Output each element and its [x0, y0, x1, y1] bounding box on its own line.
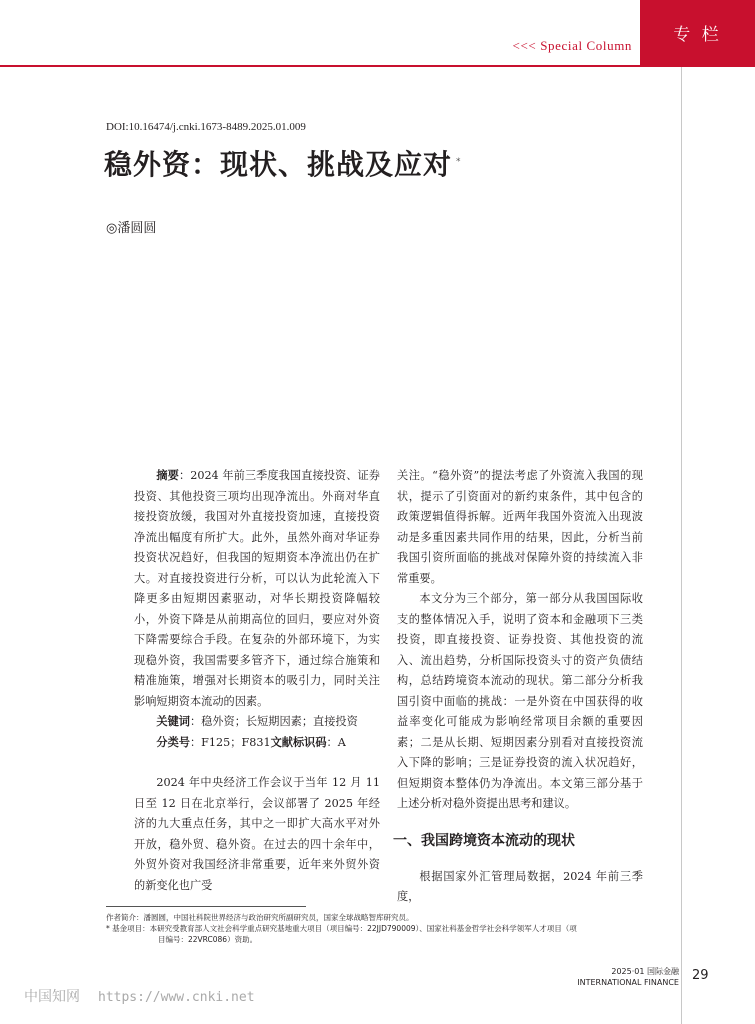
class-value: ：F125；F831 [189, 735, 271, 749]
funding-marker: * [456, 156, 462, 167]
keywords [134, 712, 380, 733]
section-heading: 一、我国跨境资本流动的现状 [393, 832, 575, 849]
author-note: 作者简介：潘圆圆，中国社科院世界经济与政治研究所副研究员，国家全球战略智库研究员。 [106, 913, 414, 922]
doc-code-value: ：A [326, 735, 346, 749]
cnki-logo: 中国知网 [24, 989, 80, 1005]
abstract [134, 466, 380, 712]
body-paragraph: 2024 年中央经济工作会议于当年 12 月 11 日至 12 日在北京举行，会议部署了 2025 年经济的九大重点任务，其中之一即扩大高水平对外开放，稳外贸、稳外资。在过去的四十余年中，外贸外资对我国经济非常重要，近年来外贸外资的新变化也广受 [134, 776, 380, 892]
article-title-text: 稳外资：现状、挑战及应对 [104, 148, 453, 181]
doc-code-label: 文献标识码 [270, 735, 327, 749]
article-title [104, 143, 462, 183]
issue-label: 2025·01 国际金融 [611, 967, 679, 976]
journal-name-en: INTERNATIONAL FINANCE [577, 978, 679, 987]
left-column [134, 466, 380, 896]
classification [134, 733, 380, 754]
special-column-label: <<< Special Column [512, 38, 632, 53]
body-paragraph: 根据国家外汇管理局数据，2024 年前三季度， [397, 869, 643, 903]
cnki-url: https://www.cnki.net [98, 990, 255, 1005]
journal-issue [577, 966, 679, 988]
author-name: ◎潘圆圆 [106, 221, 157, 236]
abstract-text: ：2024 年前三季度我国直接投资、证券投资、其他投资三项均出现净流出。外商对华直接投资放缓，我国对外直接投资加速，直接投资净流出幅度有所扩大。此外，虽然外商对华证券投资状况趋好，但我国的短期资本净流出仍在扩大。对直接投资进行分析，可以认为此轮流入下降更多由短期因素驱动，对华长期投资降幅较小，外资下降是从前期高位的回归，要应对外资下降需要综合手段。在复杂的外部环境下，为实现稳外资，我国需要多管齐下，通过综合施策和精准施策，增强对长期资本的吸引力，同时关注影响短期资本流动的因素。 [134, 469, 380, 708]
keywords-text: ：稳外资；长短期因素；直接投资 [189, 715, 358, 728]
column-label-cn: 专 栏 [673, 25, 722, 45]
margin-rule [681, 67, 682, 1024]
right-column [393, 466, 643, 908]
page-number: 29 [692, 968, 709, 983]
header-rule [0, 65, 755, 67]
fund-note: * 基金项目：本研究受教育部人文社会科学重点研究基地重大项目（项目编号：22JJD790009）、国家社科基金哲学社会科学领军人才项目（项 [106, 924, 577, 933]
column-tab [640, 0, 755, 65]
cnki-watermark [24, 986, 255, 1006]
keywords-label: 关键词 [156, 715, 190, 728]
abstract-label: 摘要 [156, 469, 179, 482]
body-paragraph: 本文分为三个部分，第一部分从我国国际收支的整体情况入手，说明了资本和金融项下三类投资，即直接投资、证券投资、其他投资的流入、流出趋势，分析国际投资头寸的资产负债结构，总结跨境资本流动的现状。第二部分分析我国引资中面临的挑战：一是外资在中国获得的收益率变化可能成为影响经常项目余额的重要因素；二是从长期、短期因素分别看对直接投资流入下降的影响；三是证券投资的流入状况趋好，但短期资本整体仍为净流出。本文第三部分基于上述分析对稳外资提出思考和建议。 [397, 592, 643, 810]
footnote-rule [106, 906, 306, 907]
body-paragraph-continued: 关注。“稳外资”的提法考虑了外资流入我国的现状，提示了引资面对的新约束条件，其中包含的政策逻辑值得拆解。近两年我国外资流入出现波动是多重因素共同作用的结果，因此，分析当前我国引资所面临的挑战对保障外资的持续流入非常重要。 [397, 469, 643, 585]
doi: DOI:10.16474/j.cnki.1673-8489.2025.01.009 [106, 121, 306, 133]
footnotes [106, 912, 676, 945]
class-label: 分类号 [156, 735, 190, 749]
fund-note-continued: 目编号：22VRC086）资助。 [158, 935, 258, 944]
